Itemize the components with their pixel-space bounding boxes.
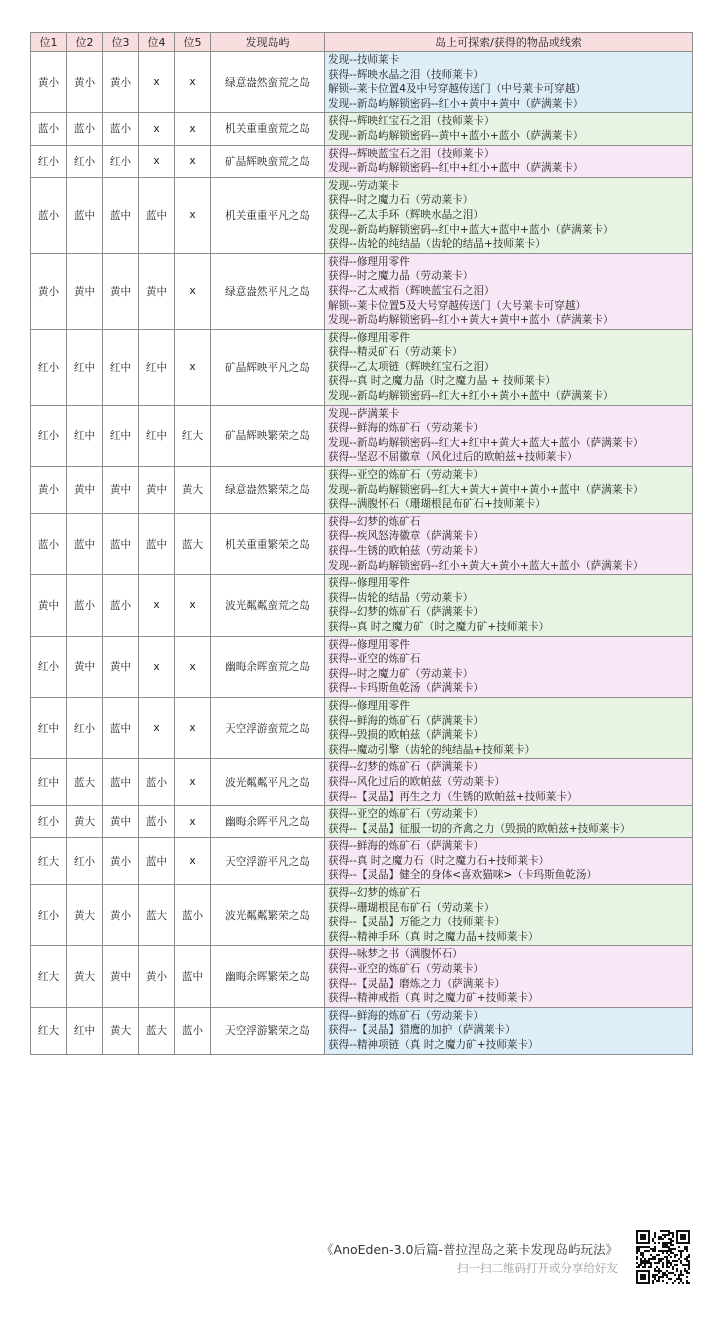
- table-row: [31, 575, 693, 636]
- header-pos4: 位4: [139, 33, 175, 52]
- position-cell-1: 红大: [31, 946, 67, 1007]
- item-line: 发现--新岛屿解锁密码--红中+蓝大+蓝中+蓝小（萨满莱卡）: [328, 223, 614, 236]
- footer-subtitle: 扫一扫二维码打开或分享给好友: [457, 1261, 618, 1275]
- item-line: 获得--真 时之魔力晶（时之魔力晶 + 技师莱卡）: [328, 375, 556, 388]
- item-line: 获得--幻梦的炼矿石（萨满莱卡）: [328, 761, 484, 774]
- position-cell-4: 红中: [139, 329, 175, 405]
- position-cell-3: 蓝小: [103, 113, 139, 145]
- position-cell-5: 蓝小: [175, 1007, 211, 1054]
- item-line: 获得--亚空的炼矿石: [328, 653, 421, 666]
- position-cell-1: 黄小: [31, 52, 67, 113]
- items-cell: [325, 885, 693, 946]
- item-line: 获得--幻梦的炼矿石: [328, 515, 421, 528]
- position-cell-4: 黄中: [139, 253, 175, 329]
- item-line: 发现--新岛屿解锁密码--红大+黄大+黄中+黄小+蓝中（萨满莱卡）: [328, 483, 644, 496]
- item-line: 获得--【灵晶】磨炼之力（萨满莱卡）: [328, 977, 506, 990]
- table-row: [31, 113, 693, 145]
- item-line: 获得--修理用零件: [328, 255, 410, 268]
- position-cell-2: 蓝中: [67, 513, 103, 574]
- position-cell-3: 黄中: [103, 253, 139, 329]
- position-cell-3: 蓝中: [103, 513, 139, 574]
- position-cell-5: x: [175, 759, 211, 806]
- position-cell-2: 红中: [67, 329, 103, 405]
- position-cell-1: 红小: [31, 405, 67, 466]
- position-cell-2: 红小: [67, 145, 103, 177]
- position-cell-4: 蓝小: [139, 806, 175, 838]
- item-line: 获得--【灵晶】健全的身体<喜欢猫咪>（卡玛斯鱼乾汤）: [328, 869, 598, 882]
- position-cell-1: 蓝小: [31, 177, 67, 253]
- island-name-cell: 矿晶辉映繁荣之岛: [211, 405, 325, 466]
- position-cell-4: 蓝大: [139, 885, 175, 946]
- position-cell-4: x: [139, 145, 175, 177]
- items-cell: [325, 513, 693, 574]
- table-row: [31, 759, 693, 806]
- position-cell-1: 红小: [31, 329, 67, 405]
- position-cell-4: 蓝中: [139, 513, 175, 574]
- item-line: 发现--新岛屿解锁密码--黄中+蓝小+蓝小（萨满莱卡）: [328, 129, 584, 142]
- item-line: 获得--时之魔力矿（劳动莱卡）: [328, 667, 474, 680]
- position-cell-1: 蓝小: [31, 113, 67, 145]
- item-line: 发现--新岛屿解锁密码--红中+红小+蓝中（萨满莱卡）: [328, 162, 584, 175]
- table-row: [31, 177, 693, 253]
- position-cell-3: 黄小: [103, 885, 139, 946]
- items-cell: [325, 467, 693, 514]
- position-cell-3: 蓝中: [103, 697, 139, 758]
- item-line: 获得--魔动引擎（齿轮的纯结晶+技师莱卡）: [328, 743, 536, 756]
- position-cell-3: 红中: [103, 329, 139, 405]
- header-pos2: 位2: [67, 33, 103, 52]
- table-row: [31, 513, 693, 574]
- table-row: [31, 946, 693, 1007]
- position-cell-1: 红小: [31, 145, 67, 177]
- header-items: 岛上可探索/获得的物品或线索: [325, 33, 693, 52]
- item-line: 获得--时之魔力晶（劳动莱卡）: [328, 270, 474, 283]
- item-line: 获得--坚忍不屈徽章（风化过后的欧帕兹+技师莱卡）: [328, 451, 578, 464]
- table-body: [31, 52, 693, 1055]
- position-cell-5: x: [175, 52, 211, 113]
- position-cell-5: 蓝中: [175, 946, 211, 1007]
- item-line: 获得--满腹怀石（珊瑚根昆布矿石+技师莱卡）: [328, 498, 546, 511]
- item-line: 获得--齿轮的纯结晶（齿轮的结晶+技师莱卡）: [328, 238, 546, 251]
- item-line: 获得--精神戒指（真 时之魔力矿+技师莱卡）: [328, 992, 539, 1005]
- table-row: [31, 636, 693, 697]
- item-line: 获得--【灵晶】万能之力（技师莱卡）: [328, 916, 506, 929]
- footer-title: 《AnoEden-3.0后篇-普拉涅岛之莱卡发现岛屿玩法》: [321, 1242, 618, 1257]
- item-line: 获得--疾风怒涛徽章（萨满莱卡）: [328, 530, 484, 543]
- position-cell-5: x: [175, 145, 211, 177]
- item-line: 发现--技师莱卡: [328, 54, 400, 66]
- header-island: 发现岛屿: [211, 33, 325, 52]
- position-cell-1: 红小: [31, 885, 67, 946]
- table-row: [31, 52, 693, 113]
- header-pos1: 位1: [31, 33, 67, 52]
- position-cell-3: 黄小: [103, 838, 139, 885]
- items-cell: [325, 636, 693, 697]
- position-cell-2: 黄中: [67, 467, 103, 514]
- position-cell-1: 红中: [31, 697, 67, 758]
- item-line: 获得--修理用零件: [328, 699, 410, 712]
- island-name-cell: 机关重重繁荣之岛: [211, 513, 325, 574]
- item-line: 获得--亚空的炼矿石（劳动莱卡）: [328, 808, 484, 821]
- position-cell-2: 蓝大: [67, 759, 103, 806]
- item-line: 获得--毁损的欧帕兹（萨满莱卡）: [328, 729, 484, 742]
- items-cell: [325, 52, 693, 113]
- qr-code-icon[interactable]: [636, 1230, 690, 1284]
- position-cell-3: 黄中: [103, 946, 139, 1007]
- item-line: 获得--【灵晶】再生之力（生锈的欧帕兹+技师莱卡）: [328, 790, 578, 803]
- item-line: 获得--辉映红宝石之泪（技师莱卡）: [328, 115, 495, 128]
- position-cell-2: 蓝小: [67, 113, 103, 145]
- island-name-cell: 波光粼粼蛮荒之岛: [211, 575, 325, 636]
- items-cell: [325, 946, 693, 1007]
- position-cell-1: 红大: [31, 838, 67, 885]
- item-line: 发现--萨满莱卡: [328, 407, 400, 420]
- position-cell-4: x: [139, 113, 175, 145]
- position-cell-4: x: [139, 697, 175, 758]
- item-line: 获得--咏梦之书（满腹怀石）: [328, 948, 463, 961]
- item-line: 获得--乙太项链（辉映红宝石之泪）: [328, 360, 495, 373]
- position-cell-5: x: [175, 329, 211, 405]
- position-cell-3: 红小: [103, 145, 139, 177]
- position-cell-4: 红中: [139, 405, 175, 466]
- position-cell-2: 黄大: [67, 885, 103, 946]
- position-cell-4: 蓝大: [139, 1007, 175, 1054]
- position-cell-5: 蓝大: [175, 513, 211, 574]
- item-line: 获得--卡玛斯鱼乾汤（萨满莱卡）: [328, 682, 484, 695]
- position-cell-3: 黄中: [103, 636, 139, 697]
- items-cell: [325, 329, 693, 405]
- island-name-cell: 幽晦余晖蛮荒之岛: [211, 636, 325, 697]
- item-line: 获得--幻梦的炼矿石: [328, 887, 421, 900]
- items-cell: [325, 145, 693, 177]
- item-line: 获得--生锈的欧帕兹（劳动莱卡）: [328, 545, 484, 557]
- item-line: 获得--修理用零件: [328, 638, 410, 651]
- position-cell-5: x: [175, 177, 211, 253]
- item-line: 获得--鲜海的炼矿石（萨满莱卡）: [328, 714, 484, 727]
- island-name-cell: 机关重重平凡之岛: [211, 177, 325, 253]
- position-cell-1: 红小: [31, 806, 67, 838]
- items-cell: [325, 253, 693, 329]
- position-cell-1: 红小: [31, 636, 67, 697]
- items-cell: [325, 113, 693, 145]
- items-cell: [325, 1007, 693, 1054]
- item-line: 获得--真 时之魔力石（时之魔力石+技师莱卡）: [328, 854, 550, 867]
- item-line: 获得--鲜海的炼矿石（劳动莱卡）: [328, 1009, 484, 1022]
- item-line: 发现--劳动莱卡: [328, 179, 400, 192]
- position-cell-2: 红小: [67, 838, 103, 885]
- item-line: 获得--【灵晶】征服一切的齐禽之力（毁损的欧帕兹+技师莱卡）: [328, 822, 631, 835]
- item-line: 获得--鲜海的炼矿石（劳动莱卡）: [328, 422, 484, 435]
- item-line: 获得--亚空的炼矿石（劳动莱卡）: [328, 469, 484, 482]
- item-line: 获得--修理用零件: [328, 577, 410, 590]
- item-line: 发现--新岛屿解锁密码--红小+黄中+黄中（萨满莱卡）: [328, 97, 584, 110]
- island-name-cell: 绿意盎然蛮荒之岛: [211, 52, 325, 113]
- position-cell-1: 黄中: [31, 575, 67, 636]
- island-name-cell: 天空浮游繁荣之岛: [211, 1007, 325, 1054]
- item-line: 发现--新岛屿解锁密码--红大+红中+黄大+蓝大+蓝小（萨满莱卡）: [328, 436, 644, 449]
- table-row: [31, 405, 693, 466]
- position-cell-4: 蓝中: [139, 177, 175, 253]
- position-cell-4: x: [139, 52, 175, 113]
- items-cell: [325, 575, 693, 636]
- island-name-cell: 天空浮游平凡之岛: [211, 838, 325, 885]
- position-cell-5: x: [175, 838, 211, 885]
- item-line: 获得--辉映蓝宝石之泪（技师莱卡）: [328, 147, 495, 160]
- header-pos5: 位5: [175, 33, 211, 52]
- item-line: 获得--亚空的炼矿石（劳动莱卡）: [328, 963, 484, 976]
- position-cell-2: 黄中: [67, 636, 103, 697]
- position-cell-2: 黄中: [67, 253, 103, 329]
- table-row: [31, 838, 693, 885]
- table-row: [31, 145, 693, 177]
- item-line: 获得--乙太手环（辉映水晶之泪）: [328, 208, 484, 221]
- item-line: 获得--辉映水晶之泪（技师莱卡）: [328, 68, 484, 81]
- position-cell-2: 黄小: [67, 52, 103, 113]
- item-line: 获得--真 时之魔力矿（时之魔力矿+技师莱卡）: [328, 620, 550, 633]
- table-row: [31, 806, 693, 838]
- island-name-cell: 天空浮游蛮荒之岛: [211, 697, 325, 758]
- position-cell-5: 黄大: [175, 467, 211, 514]
- island-name-cell: 幽晦余晖繁荣之岛: [211, 946, 325, 1007]
- position-cell-3: 黄中: [103, 467, 139, 514]
- position-cell-1: 黄小: [31, 253, 67, 329]
- position-cell-5: x: [175, 636, 211, 697]
- position-cell-1: 蓝小: [31, 513, 67, 574]
- position-cell-2: 红中: [67, 405, 103, 466]
- item-line: 发现--新岛屿解锁密码--红小+黄大+黄中+蓝小（萨满莱卡）: [328, 314, 614, 327]
- island-name-cell: 波光粼粼平凡之岛: [211, 759, 325, 806]
- item-line: 发现--新岛屿解锁密码--红小+黄大+黄小+蓝大+蓝小（萨满莱卡）: [328, 559, 644, 572]
- position-cell-5: x: [175, 697, 211, 758]
- position-cell-2: 黄大: [67, 806, 103, 838]
- position-cell-4: x: [139, 636, 175, 697]
- position-cell-4: 黄小: [139, 946, 175, 1007]
- items-cell: [325, 759, 693, 806]
- item-line: 获得--修理用零件: [328, 331, 410, 344]
- island-name-cell: 矿晶辉映平凡之岛: [211, 329, 325, 405]
- position-cell-2: 红中: [67, 1007, 103, 1054]
- island-name-cell: 幽晦余晖平凡之岛: [211, 806, 325, 838]
- island-name-cell: 波光粼粼繁荣之岛: [211, 885, 325, 946]
- table-row: [31, 329, 693, 405]
- position-cell-4: 蓝小: [139, 759, 175, 806]
- island-name-cell: 绿意盎然平凡之岛: [211, 253, 325, 329]
- items-cell: [325, 697, 693, 758]
- item-line: 获得--【灵晶】猎鹰的加护（萨满莱卡）: [328, 1024, 516, 1037]
- table-row: [31, 467, 693, 514]
- position-cell-4: 蓝中: [139, 838, 175, 885]
- position-cell-3: 红中: [103, 405, 139, 466]
- item-line: 获得--珊瑚根昆布矿石（劳动莱卡）: [328, 901, 495, 914]
- item-line: 发现--新岛屿解锁密码--红大+红小+黄小+蓝中（萨满莱卡）: [328, 390, 614, 403]
- position-cell-3: 黄小: [103, 52, 139, 113]
- island-name-cell: 机关重重蛮荒之岛: [211, 113, 325, 145]
- item-line: 获得--风化过后的欧帕兹（劳动莱卡）: [328, 775, 506, 788]
- items-cell: [325, 806, 693, 838]
- position-cell-2: 蓝小: [67, 575, 103, 636]
- position-cell-5: 红大: [175, 405, 211, 466]
- header-row: [31, 33, 693, 52]
- table-row: [31, 885, 693, 946]
- table-row: [31, 253, 693, 329]
- item-line: 获得--幻梦的炼矿石（萨满莱卡）: [328, 606, 484, 619]
- position-cell-1: 红中: [31, 759, 67, 806]
- item-line: 获得--乙太戒指（辉映蓝宝石之泪）: [328, 284, 495, 297]
- items-cell: [325, 177, 693, 253]
- position-cell-3: 蓝中: [103, 759, 139, 806]
- island-name-cell: 绿意盎然繁荣之岛: [211, 467, 325, 514]
- item-line: 解锁--莱卡位置5及大号穿越传送门（大号莱卡可穿越）: [328, 299, 587, 312]
- item-line: 获得--精神手环（真 时之魔力晶+技师莱卡）: [328, 930, 539, 943]
- position-cell-5: x: [175, 113, 211, 145]
- position-cell-3: 黄大: [103, 1007, 139, 1054]
- position-cell-2: 红小: [67, 697, 103, 758]
- position-cell-5: x: [175, 806, 211, 838]
- item-line: 获得--鲜海的炼矿石（萨满莱卡）: [328, 840, 484, 853]
- position-cell-3: 蓝中: [103, 177, 139, 253]
- item-line: 获得--时之魔力石（劳动莱卡）: [328, 194, 474, 207]
- position-cell-2: 黄大: [67, 946, 103, 1007]
- header-pos3: 位3: [103, 33, 139, 52]
- item-line: 获得--精神项链（真 时之魔力矿+技师莱卡）: [328, 1039, 539, 1051]
- position-cell-4: x: [139, 575, 175, 636]
- position-cell-5: x: [175, 575, 211, 636]
- position-cell-1: 黄小: [31, 467, 67, 514]
- table-row: [31, 1007, 693, 1054]
- item-line: 获得--齿轮的结晶（劳动莱卡）: [328, 591, 474, 604]
- position-cell-4: 黄中: [139, 467, 175, 514]
- item-line: 获得--精灵矿石（劳动莱卡）: [328, 346, 463, 359]
- position-cell-3: 黄中: [103, 806, 139, 838]
- table-row: [31, 697, 693, 758]
- items-cell: [325, 405, 693, 466]
- position-cell-2: 蓝中: [67, 177, 103, 253]
- position-cell-1: 红大: [31, 1007, 67, 1054]
- island-table: [30, 32, 693, 1055]
- position-cell-5: 蓝小: [175, 885, 211, 946]
- position-cell-5: x: [175, 253, 211, 329]
- position-cell-3: 蓝小: [103, 575, 139, 636]
- items-cell: [325, 838, 693, 885]
- item-line: 解锁--莱卡位置4及中号穿越传送门（中号莱卡可穿越）: [328, 83, 587, 96]
- island-name-cell: 矿晶辉映蛮荒之岛: [211, 145, 325, 177]
